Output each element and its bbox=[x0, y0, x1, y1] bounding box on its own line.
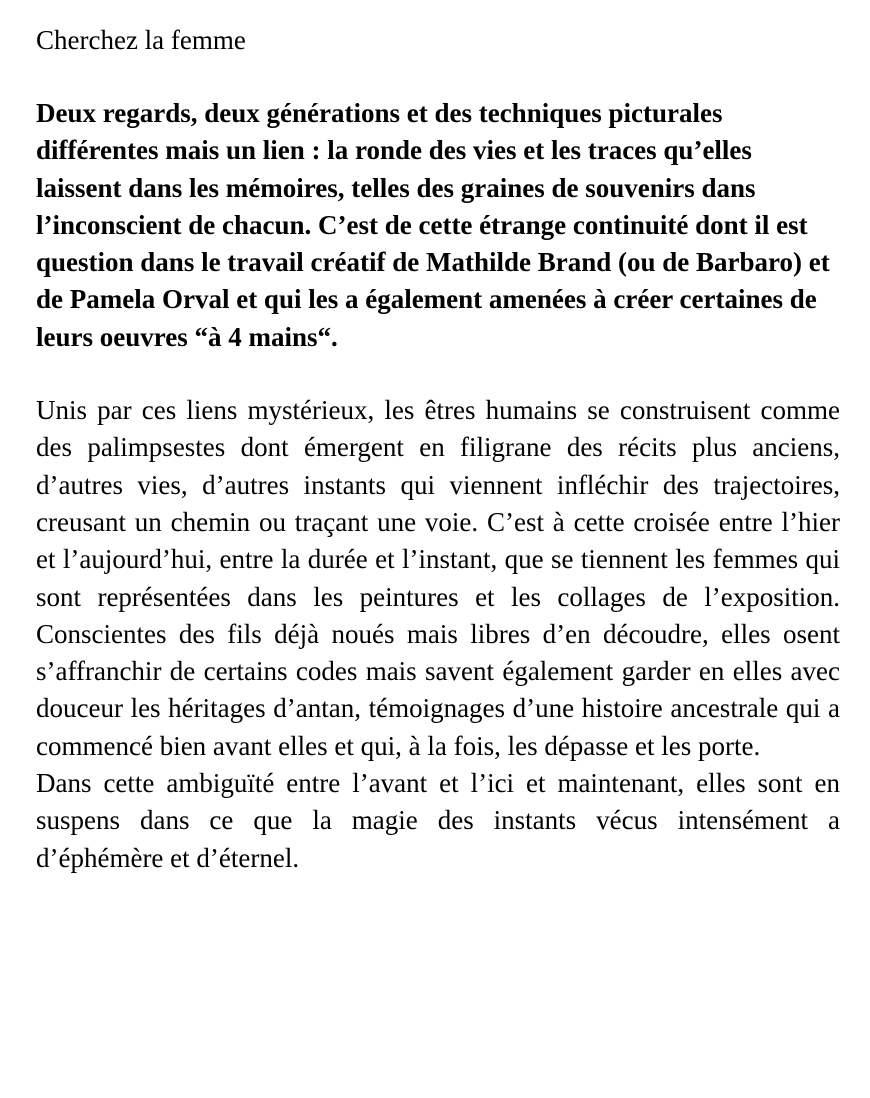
document-title: Cherchez la femme bbox=[36, 25, 246, 55]
body-paragraph-1: Unis par ces liens mystérieux, les êtres humains se construisent comme des palimpsestes dont émergent en filigrane des récits plus anciens, d’autres vies, d’autres instants qui viennent infléchir des trajectoires, creusant un chemin ou traçant une voie. C’est à cette croisée entre l’hier et l’aujourd’hui, entre la durée et l’instant, que se tiennent les femmes qui sont représentées dans les peintures et les collages de l’exposition. Conscientes des fils déjà noués mais libres d’en découdre, elles osent s’affranchir de certains codes mais savent également garder en elles avec douceur les héritages d’antan, témoignages d’une histoire ancestrale qui a commencé bien avant elles et qui, à la fois, les dépasse et les porte. bbox=[36, 395, 840, 761]
body-paragraph-2: Dans cette ambiguïté entre l’avant et l’ici et maintenant, elles sont en suspens dans ce que la magie des instants vécus intensément a d’éphémère et d’éternel. bbox=[36, 768, 840, 873]
document-page bbox=[36, 22, 840, 877]
intro-paragraph: Deux regards, deux générations et des techniques picturales différentes mais un lien : la ronde des vies et les traces qu’elles laissent dans les mémoires, telles des graines de souvenirs dans l’inconscient de chacun. C’est de cette étrange continuité dont il est question dans le travail créatif de Mathilde Brand (ou de Barbaro) et de Pamela Orval et qui les a également amenées à créer certaines de leurs oeuvres “à 4 mains“. bbox=[36, 98, 830, 352]
